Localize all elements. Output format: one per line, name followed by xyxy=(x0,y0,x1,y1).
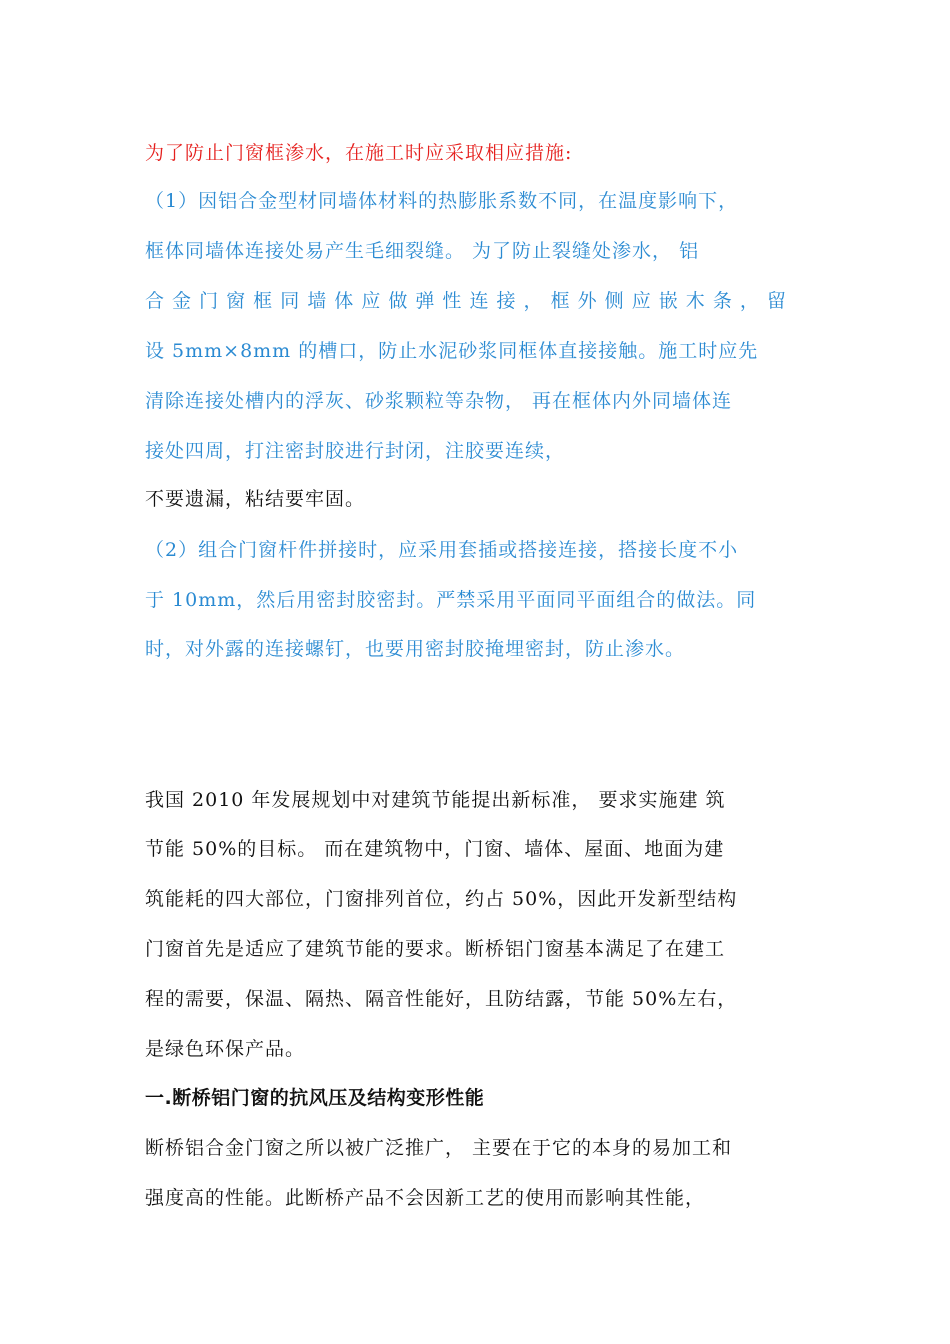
section-heading: 一.断桥铝门窗的抗风压及结构变形性能 xyxy=(145,1087,485,1109)
section1-title: 为了防止门窗框渗水，在施工时应采取相应措施: xyxy=(145,142,573,164)
paragraph-line: 程的需要，保温、隔热、隔音性能好，且防结露，节能 50%左右， xyxy=(145,988,738,1010)
paragraph-line: 是绿色环保产品。 xyxy=(145,1038,306,1060)
paragraph-line: 强度高的性能。此断桥产品不会因新工艺的使用而影响其性能， xyxy=(145,1187,706,1209)
paragraph-line: 时，对外露的连接螺钉，也要用密封胶掩埋密封，防止渗水。 xyxy=(145,638,686,660)
paragraph-line: 节能 50%的目标。 而在建筑物中，门窗、墙体、屋面、地面为建 xyxy=(145,838,725,860)
paragraph-line: 合 金 门 窗 框 同 墙 体 应 做 弹 性 连 接 ， 框 外 侧 应 嵌 木 条 ， 留 xyxy=(145,290,787,312)
paragraph-line: 不要遗漏，粘结要牢固。 xyxy=(145,488,366,510)
paragraph-line: 筑能耗的四大部位，门窗排列首位，约占 50%，因此开发新型结构 xyxy=(145,888,738,910)
paragraph-line: 门窗首先是适应了建筑节能的要求。断桥铝门窗基本满足了在建工 xyxy=(145,938,726,960)
paragraph-line: 框体同墙体连接处易产生毛细裂缝。 为了防止裂缝处渗水， 铝 xyxy=(145,240,700,262)
paragraph-line: 设 5mm×8mm 的槽口，防止水泥砂浆同框体直接接触。施工时应先 xyxy=(145,340,759,362)
paragraph-line: 断桥铝合金门窗之所以被广泛推广， 主要在于它的本身的易加工和 xyxy=(145,1137,733,1159)
paragraph-line: 我国 2010 年发展规划中对建筑节能提出新标准， 要求实施建 筑 xyxy=(145,789,726,811)
paragraph-line: （2）组合门窗杆件拼接时，应采用套插或搭接连接，搭接长度不小 xyxy=(145,539,739,561)
paragraph-line: 于 10mm，然后用密封胶密封。严禁采用平面同平面组合的做法。同 xyxy=(145,589,757,611)
paragraph-line: 接处四周，打注密封胶进行封闭，注胶要连续， xyxy=(145,440,566,462)
paragraph-line: 清除连接处槽内的浮灰、砂浆颗粒等杂物， 再在框体内外同墙体连 xyxy=(145,390,733,412)
paragraph-line: （1）因铝合金型材同墙体材料的热膨胀系数不同，在温度影响下， xyxy=(145,190,739,212)
